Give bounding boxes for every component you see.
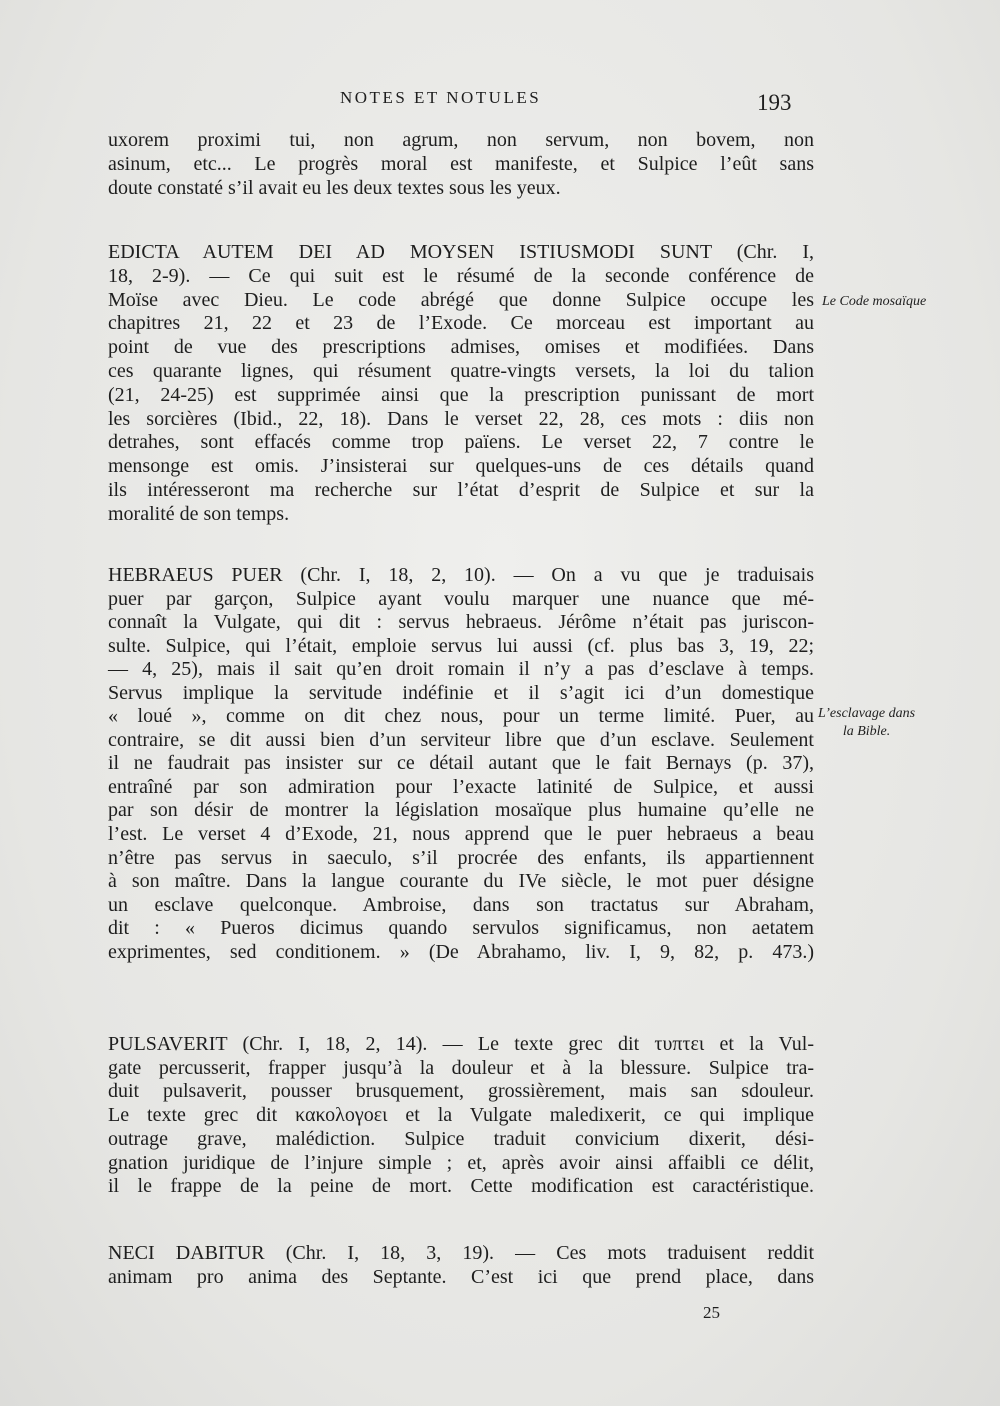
text-line: chapitres 21, 22 et 23 de l’Exode. Ce morceau est important au — [108, 312, 814, 335]
text-line: il le frappe de la peine de mort. Cette modification est caractéristique. — [108, 1175, 814, 1198]
margin-note-line: L’esclavage dans — [818, 706, 916, 721]
text-line: exprimentes, sed conditionem. » (De Abrahamo, liv. I, 9, 82, p. 473.) — [108, 940, 814, 963]
text-line: contraire, se dit aussi bien d’un serviteur libre que d’un esclave. Seulement — [108, 728, 814, 751]
margin-note-code-mosaique: Le Code mosaïque — [822, 294, 927, 309]
margin-note-line: la Bible. — [842, 724, 891, 739]
text-line: « loué », comme on dit chez nous, pour un terme limité. Puer, au — [108, 705, 814, 728]
paragraph-neci-dabitur — [108, 1241, 814, 1290]
text-line: puer par garçon, Sulpice ayant voulu marquer une nuance que mé- — [108, 587, 814, 610]
text-line: HEBRAEUS PUER (Chr. I, 18, 2, 10). — On a vu que je traduisais — [108, 564, 814, 586]
text-line: 18, 2-9). — Ce qui suit est le résumé de la seconde conférence de — [108, 264, 814, 287]
text-line: dit : « Pueros dicimus quando servulos significamus, non aetatem — [108, 917, 814, 940]
text-line: ces quarante lignes, qui résument quatre-vingts versets, la loi du talion — [108, 359, 814, 382]
text-line: doute constaté s’il avait eu les deux textes sous les yeux. — [108, 177, 561, 199]
running-header: NOTES ET NOTULES — [340, 88, 542, 107]
margin-note-esclavage — [818, 705, 915, 741]
text-line: gate percusserit, frapper jusqu’à la douleur et à la blessure. Sulpice tra- — [108, 1056, 814, 1079]
paragraph-pulsaverit — [108, 1033, 814, 1199]
text-line: outrage grave, malédiction. Sulpice traduit convicium dixerit, dési- — [108, 1127, 814, 1150]
text-line: point de vue des prescriptions admises, omises et modifiées. Dans — [108, 336, 814, 359]
text-line: — 4, 25), mais il sait qu’en droit romain il n’y a pas d’esclave à temps. — [108, 658, 814, 681]
paragraph-continuation — [108, 128, 814, 200]
signature-mark: 25 — [703, 1303, 720, 1322]
text-line: n’être pas servus in saeculo, s’il procrée des enfants, ils appartiennent — [108, 846, 814, 869]
text-line: Servus implique la servitude indéfinie et il s’agit ici d’un domestique — [108, 681, 814, 704]
text-line: ils intéresseront ma recherche sur l’état d’esprit de Sulpice et sur la — [108, 478, 814, 501]
text-line: duit pulsaverit, pousser brusquement, grossièrement, mais san sdouleur. — [108, 1080, 814, 1103]
text-line: uxorem proximi tui, non agrum, non servum, non bovem, non — [108, 129, 814, 151]
text-line: NECI DABITUR (Chr. I, 18, 3, 19). — Ces mots traduisent reddit — [108, 1242, 814, 1264]
text-line: à son maître. Dans la langue courante du IVe siècle, le mot puer désigne — [108, 870, 814, 893]
text-line: animam pro anima des Septante. C’est ici que prend place, dans — [108, 1266, 814, 1289]
text-line: sulte. Sulpice, qui l’était, emploie servus lui aussi (cf. plus bas 3, 19, 22; — [108, 634, 814, 657]
text-line: gnation juridique de l’injure simple ; et, après avoir ainsi affaibli ce délit, — [108, 1151, 814, 1174]
page-number: 193 — [757, 90, 792, 115]
text-line: Le texte grec dit κακολογοει et la Vulgate maledixerit, ce qui implique — [108, 1104, 814, 1127]
text-line: connaît la Vulgate, qui dit : servus hebraeus. Jérôme n’était pas juriscon- — [108, 611, 814, 634]
text-line: asinum, etc... Le progrès moral est manifeste, et Sulpice l’eût sans — [108, 153, 814, 175]
text-line: l’est. Le verset 4 d’Exode, 21, nous apprend que le puer hebraeus a beau — [108, 823, 814, 846]
text-line: PULSAVERIT (Chr. I, 18, 2, 14). — Le texte grec dit τυπτει et la Vul- — [108, 1033, 814, 1055]
paragraph-hebraeus-puer — [108, 564, 814, 964]
text-line: mensonge est omis. J’insisterai sur quelques-uns de ces détails quand — [108, 455, 814, 478]
text-line: detrahes, sont effacés comme trop païens. Le verset 22, 7 contre le — [108, 431, 814, 454]
text-line: moralité de son temps. — [108, 502, 290, 525]
text-line: entraîné par son admiration pour l’exacte latinité de Sulpice, et aussi — [108, 775, 814, 798]
text-line: il ne faudrait pas insister sur ce détail autant que le fait Bernays (p. 37), — [108, 752, 814, 775]
text-line: Moïse avec Dieu. Le code abrégé que donne Sulpice occupe les — [108, 288, 814, 311]
text-line: un esclave quelconque. Ambroise, dans son tractatus sur Abraham, — [108, 893, 814, 916]
text-line: par son désir de montrer la législation mosaïque plus humaine qu’elle ne — [108, 799, 814, 822]
text-line: (21, 24-25) est supprimée ainsi que la prescription punissant de mort — [108, 383, 814, 406]
paragraph-edicta — [108, 241, 814, 527]
text-line: les sorcières (Ibid., 22, 18). Dans le verset 22, 28, ces mots : diis non — [108, 407, 814, 430]
text-line: EDICTA AUTEM DEI AD MOYSEN ISTIUSMODI SUNT (Chr. I, — [108, 241, 814, 263]
